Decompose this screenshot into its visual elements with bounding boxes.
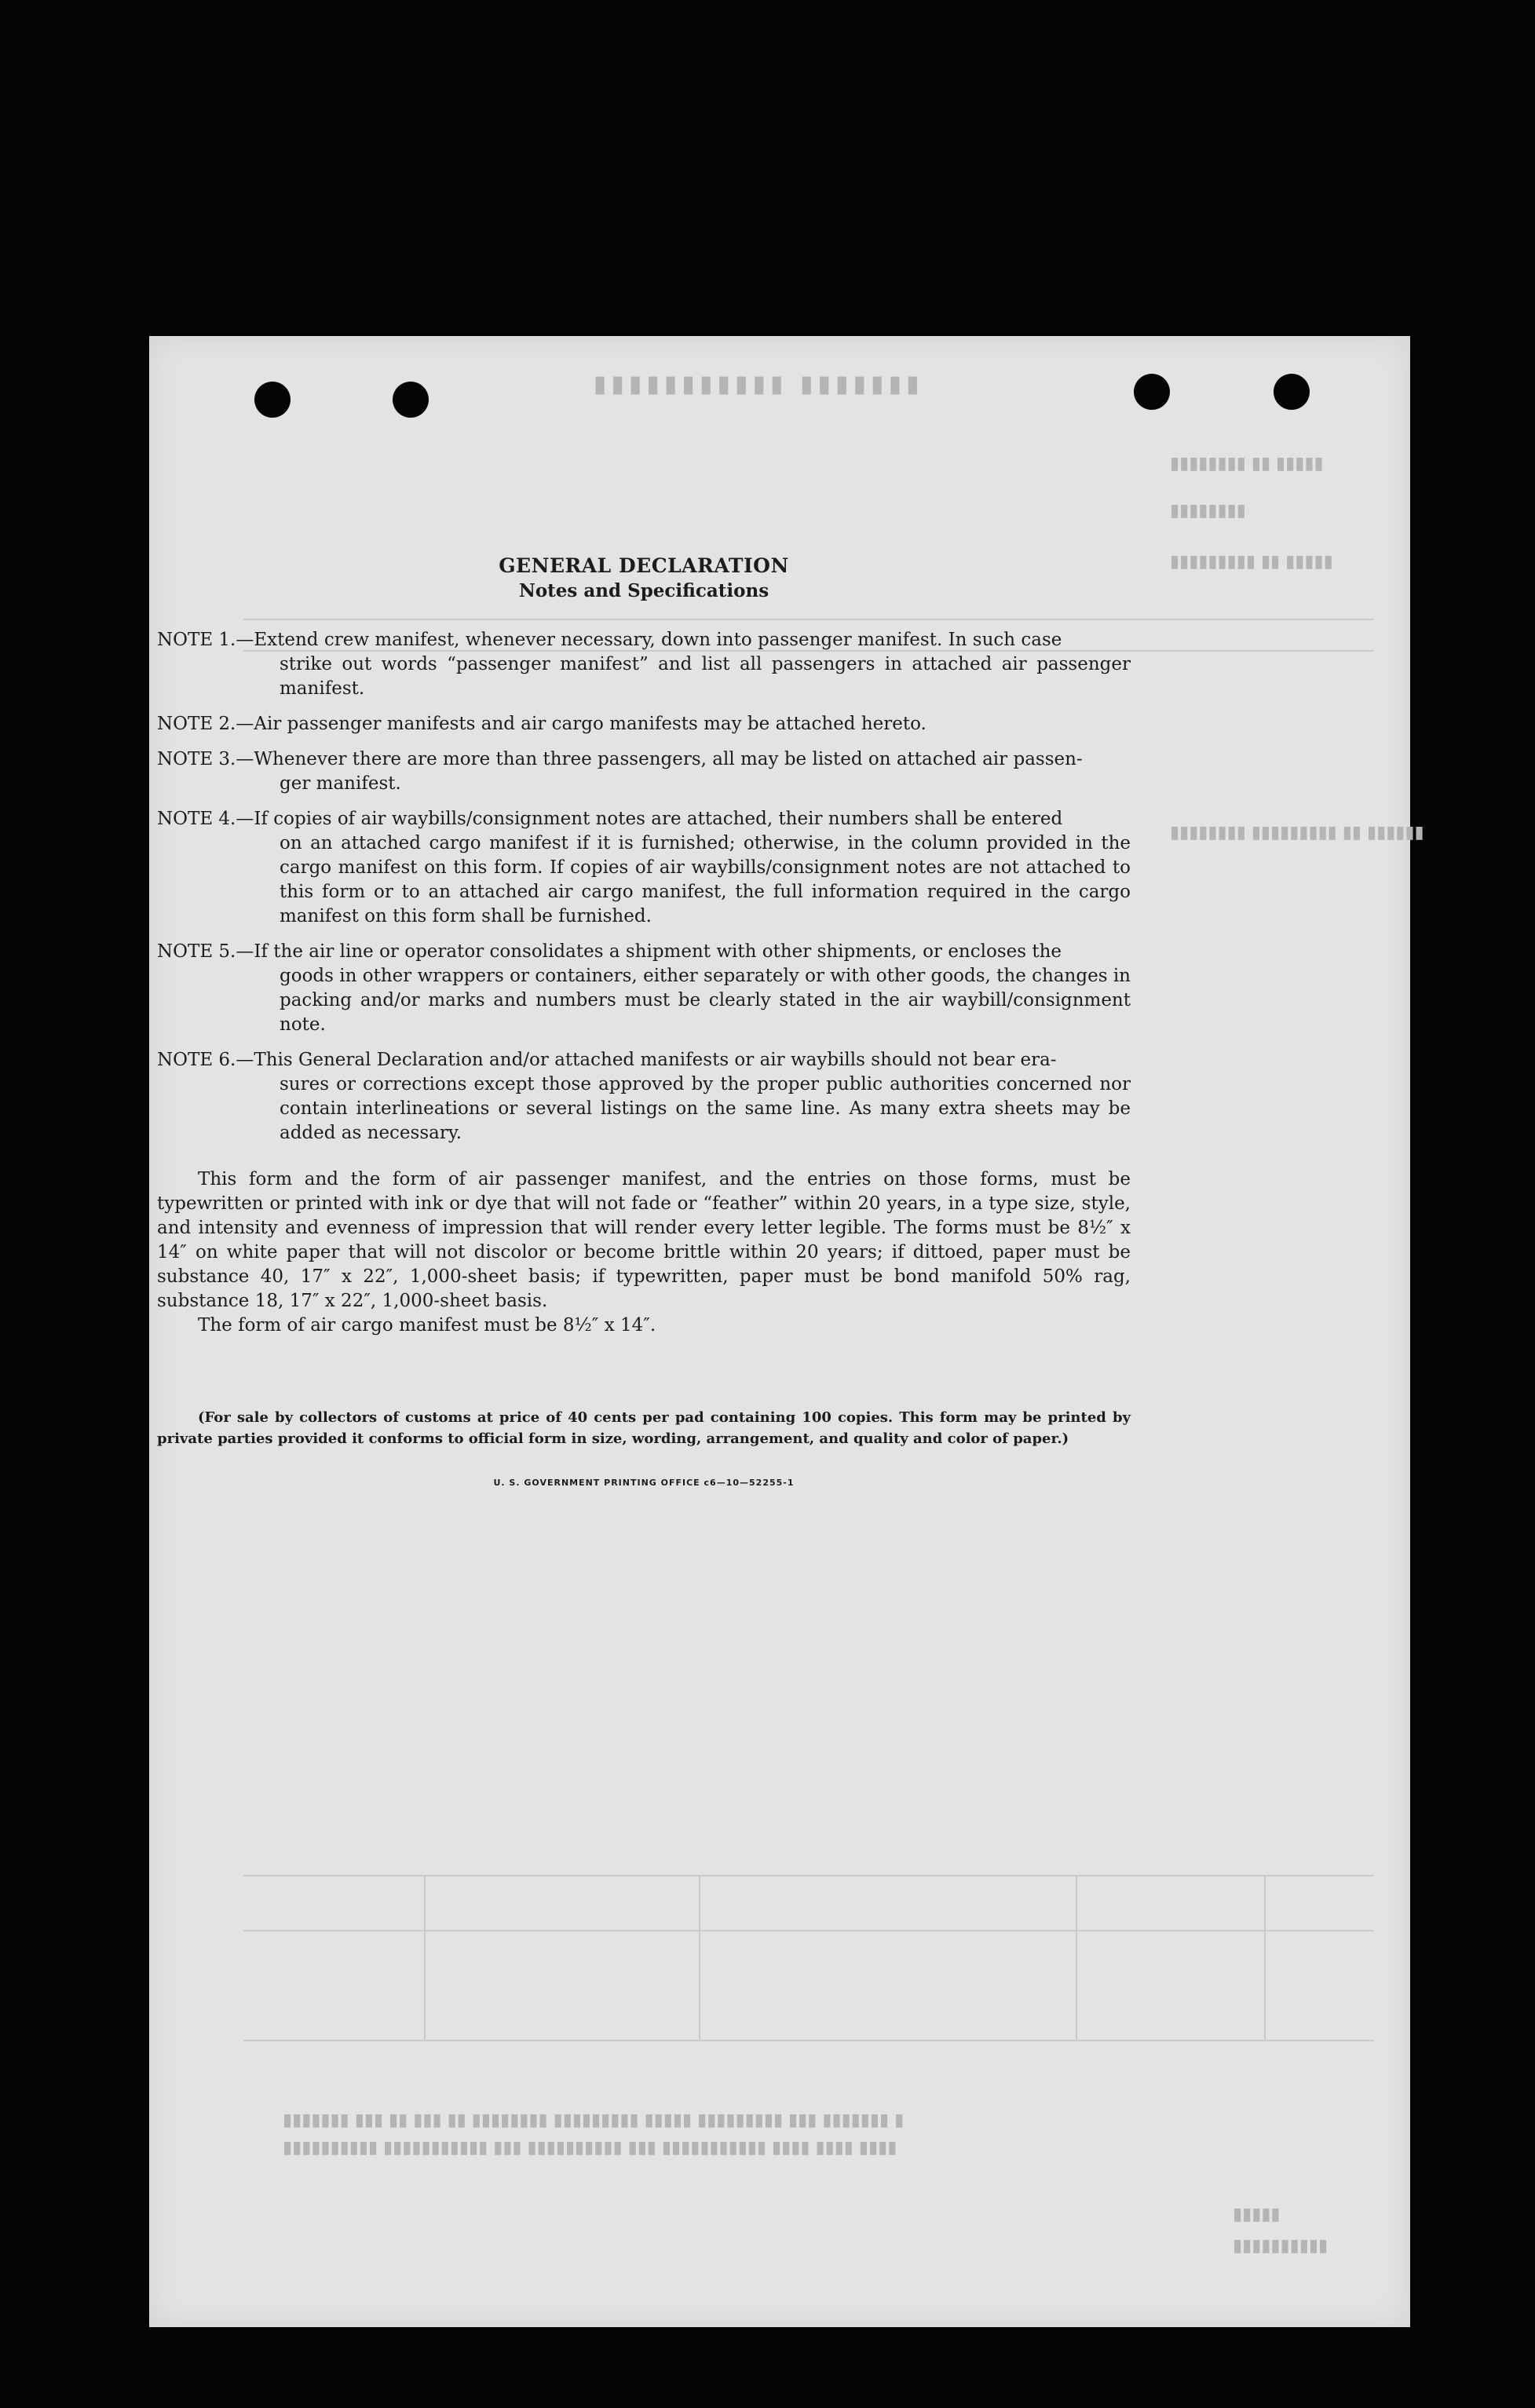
note-label: NOTE 2.	[157, 714, 236, 734]
punch-hole	[1134, 374, 1170, 410]
note-label: NOTE 6.	[157, 1050, 236, 1070]
notes-list	[157, 628, 1131, 1146]
note-text: —This General Declaration and/or attached manifests or air waybills should not bear era-	[236, 1050, 1057, 1070]
document-title: GENERAL DECLARATION	[499, 554, 789, 577]
punch-hole	[1274, 374, 1310, 410]
note-item	[157, 628, 1131, 701]
note-label: NOTE 5.	[157, 941, 236, 962]
note-label: NOTE 3.	[157, 749, 236, 769]
note-item	[157, 940, 1131, 1037]
cargo-manifest-size: The form of air cargo manifest must be 8½″ x 14″.	[198, 1315, 656, 1336]
punch-hole	[254, 382, 291, 418]
note-text-continued: on an attached cargo manifest if it is furnished; otherwise, in the column provided in the cargo manifest on this form. If copies of air waybills/consignment notes are not attached to this form or to an attached air cargo manifest, the full information required in the cargo manifest on this form shall be furnished.	[280, 833, 1131, 926]
note-label: NOTE 4.	[157, 809, 236, 829]
note-text-continued: strike out words “passenger manifest” and list all passengers in attached air passenger manifest.	[280, 654, 1131, 699]
note-text: —If copies of air waybills/consignment notes are attached, their numbers shall be entered	[236, 809, 1063, 829]
note-text-continued: goods in other wrappers or containers, either separately or with other goods, the changes in packing and/or marks and numbers must be clearly stated in the air waybill/consignment note.	[280, 966, 1131, 1035]
note-text-continued: ger manifest.	[280, 773, 401, 794]
note-text: —Air passenger manifests and air cargo manifests may be attached hereto.	[236, 714, 926, 734]
note-text-continued: sures or corrections except those approved by the proper public authorities concerned nor contain interlineations or several listings on the same line. As many extra sheets may be added as necessary.	[280, 1074, 1131, 1143]
note-text: —Extend crew manifest, whenever necessary, down into passenger manifest. In such case	[236, 630, 1062, 650]
sale-notice: (For sale by collectors of customs at price of 40 cents per pad containing 100 copies. This form may be printed by private parties provided it conforms to official form in size, wording, arrangement, and quality and color of paper.)	[157, 1409, 1131, 1447]
note-item	[157, 712, 1131, 736]
document-subtitle: Notes and Specifications	[518, 580, 769, 601]
note-item	[157, 807, 1131, 929]
note-item	[157, 747, 1131, 796]
punch-hole	[393, 382, 429, 418]
specification-paragraph: This form and the form of air passenger manifest, and the entries on those forms, must be typewritten or printed with ink or dye that will not fade or “feather” within 20 years, in a type size, style, and intensity and evenness of impression that will render every letter legible. The forms must be 8½″ x 14″ on white paper that will not discolor or become brittle within 20 years; if dittoed, paper must be substance 40, 17″ x 22″, 1,000-sheet basis; if typewritten, paper must be bond manifold 50% rag, substance 18, 17″ x 22″, 1,000-sheet basis.	[157, 1169, 1131, 1311]
note-label: NOTE 1.	[157, 630, 236, 650]
printer-imprint: U. S. GOVERNMENT PRINTING OFFICE c6—10—52255-1	[493, 1478, 795, 1488]
note-text: —Whenever there are more than three passengers, all may be listed on attached air passen-	[236, 749, 1083, 769]
note-item	[157, 1048, 1131, 1146]
note-text: —If the air line or operator consolidates a shipment with other shipments, or encloses the	[236, 941, 1062, 962]
notes-and-specifications	[157, 554, 1131, 1488]
document-page: ▮▮▮▮▮▮▮ ▮▮▮▮▮▮▮▮▮▮▮ ▮▮▮▮▮ ▮▮ ▮▮▮▮▮▮▮▮ ▮▮▮▮▮▮▮▮ ▮▮▮▮▮ ▮▮ ▮▮▮▮▮▮▮▮▮ ▮▮▮▮▮▮ ▮▮ ▮▮▮▮▮▮▮▮▮ ▮▮▮▮▮▮▮▮ ▮ ▮▮▮▮▮▮▮ ▮▮▮ ▮▮▮▮▮▮▮▮▮ ▮▮▮▮▮ ▮▮▮▮▮▮▮▮▮ ▮▮▮▮▮▮▮▮ ▮▮ ▮▮▮ ▮▮ ▮▮▮ ▮▮▮▮▮▮▮ ▮▮▮▮ ▮▮▮▮ ▮▮▮▮ ▮▮▮▮▮▮▮▮▮▮▮ ▮▮▮ ▮▮▮▮▮▮▮▮▮▮ ▮▮▮ ▮▮▮▮▮▮▮▮▮▮▮ ▮▮▮▮▮▮▮▮▮▮ ▮▮▮▮▮ ▮▮▮▮▮▮▮▮▮▮	[149, 336, 1410, 2327]
